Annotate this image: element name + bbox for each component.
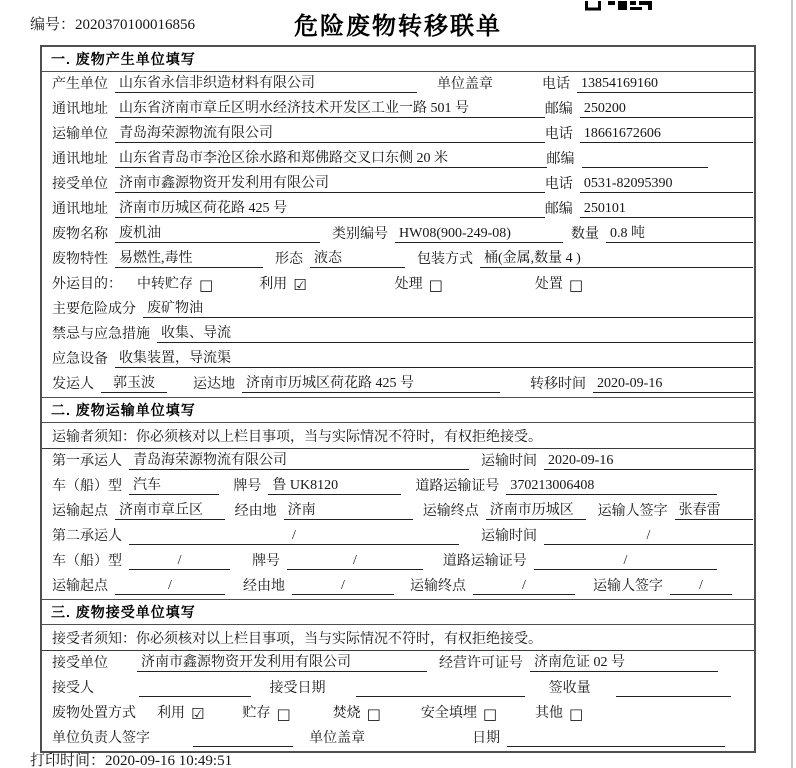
phone-value: 18661672606 [580, 126, 753, 143]
packing-value: 桶(金属,数量 4 ) [480, 247, 753, 268]
phone-label: 电话 [542, 77, 570, 92]
disposal-option [157, 702, 204, 722]
phone-value: 0531-82095390 [580, 176, 753, 193]
transfer-time-value: 2020-09-16 [593, 376, 753, 393]
destination-label: 运达地 [193, 377, 235, 392]
date-value [507, 730, 725, 747]
manager-sign-value [193, 730, 293, 747]
option-label: 利用 [259, 277, 288, 292]
row-producer [42, 72, 754, 97]
vehicle-type-value: / [129, 553, 230, 570]
quantity-value: 0.8 吨 [606, 222, 753, 243]
zip-value: 250200 [580, 101, 753, 118]
zip-label: 邮编 [544, 102, 573, 117]
transport-time-label: 运输时间 [481, 454, 537, 469]
receive-date-value [356, 680, 524, 697]
row-receiver [42, 172, 754, 197]
signed-amount-value [616, 680, 731, 697]
checkbox-chuli: □ [428, 276, 443, 294]
hazard-label: 主要危险成分 [52, 302, 136, 317]
page-title: 危险废物转移联单 [294, 13, 502, 40]
character-label: 废物特性 [52, 252, 108, 267]
section3-header: 三. 废物接受单位填写 [42, 599, 754, 625]
page-edge-line [791, 0, 793, 768]
destination-value: 济南市历城区荷花路 425 号 [242, 372, 500, 393]
receiver-person-label: 接受人 [52, 681, 94, 696]
row-purpose [42, 272, 754, 297]
row-waste-character [42, 247, 754, 272]
option-label: 焚烧 [332, 706, 361, 721]
row-second-carrier [42, 524, 754, 549]
disposal-option [535, 702, 583, 722]
option-label: 其他 [535, 706, 564, 721]
road-license-label: 道路运输证号 [442, 554, 527, 569]
waste-name-label: 废物名称 [52, 227, 108, 242]
permit-value: 济南危证 02 号 [530, 651, 718, 672]
qr-code-fragment [585, 0, 655, 10]
row-receiver-address [42, 197, 754, 222]
transport-time-value: / [544, 528, 753, 545]
road-license-value: 370213006408 [506, 478, 717, 495]
hazard-value: 废矿物油 [143, 297, 753, 318]
zip-label: 邮编 [544, 202, 573, 217]
road-license-label: 道路运输证号 [415, 479, 500, 494]
receiver-person-value [139, 680, 251, 697]
option-label: 贮存 [242, 706, 271, 721]
carrier-label: 第二承运人 [52, 529, 122, 544]
row-emergency-equipment [42, 347, 754, 372]
zip-value [582, 151, 708, 168]
phone-value: 13854169160 [577, 76, 753, 93]
packing-label: 包装方式 [417, 252, 473, 267]
row-route2 [42, 574, 754, 599]
endpoint-label: 运输终点 [422, 504, 479, 519]
section1-header: 一. 废物产生单位填写 [42, 47, 754, 72]
vehicle-type-label: 车（船）型 [52, 554, 122, 569]
carrier-sign-value: / [670, 578, 732, 595]
address-value: 济南市历城区荷花路 425 号 [115, 197, 545, 218]
category-value: HW08(900-249-08) [395, 226, 563, 243]
form-label: 形态 [275, 252, 303, 267]
via-label: 经由地 [243, 579, 285, 594]
form-value: 液态 [310, 247, 405, 268]
receiver-value: 济南市鑫源物资开发利用有限公司 [115, 172, 545, 193]
address-label: 通讯地址 [52, 152, 108, 167]
shipper-label: 发运人 [52, 377, 94, 392]
checkbox-zhongzhuan: □ [199, 276, 214, 294]
receiver-notice: 接受者须知：你必须核对以上栏目事项，当与实际情况不符时，有权拒绝接受。 [42, 625, 754, 651]
carrier-sign-label: 运输人签字 [593, 579, 663, 594]
carrier-label: 第一承运人 [52, 454, 122, 469]
checkbox-chuzhi: □ [568, 276, 584, 294]
zip-value: 250101 [580, 201, 753, 218]
serial-label: 编号： [30, 17, 76, 33]
row-transporter [42, 122, 754, 147]
row-first-carrier [42, 449, 754, 474]
option-label: 处置 [534, 277, 563, 292]
receiving-unit-label: 接受单位 [52, 656, 108, 671]
taboo-label: 禁忌与应急措施 [52, 327, 150, 342]
waste-name-value: 废机油 [115, 222, 320, 243]
via-label: 经由地 [234, 504, 277, 519]
origin-label: 运输起点 [52, 504, 108, 519]
purpose-label: 外运目的： [52, 277, 122, 292]
section2-header: 二. 废物运输单位填写 [42, 397, 754, 423]
transporter-notice: 运输者须知：你必须核对以上栏目事项，当与实际情况不符时，有权拒绝接受。 [42, 423, 754, 449]
checkbox-liyong: ☑ [191, 705, 205, 723]
transfer-time-label: 转移时间 [530, 377, 586, 392]
disposal-option [421, 702, 497, 722]
purpose-option [395, 273, 443, 293]
zip-label: 邮编 [546, 152, 575, 167]
phone-label: 电话 [544, 127, 573, 142]
plate-label: 牌号 [252, 554, 281, 569]
permit-label: 经营许可证号 [439, 656, 523, 671]
category-label: 类别编号 [332, 227, 388, 242]
plate-label: 牌号 [233, 479, 262, 494]
carrier-sign-label: 运输人签字 [597, 504, 668, 519]
taboo-value: 收集、导流 [157, 322, 753, 343]
endpoint-value: / [473, 578, 575, 595]
receiver-label: 接受单位 [52, 177, 108, 192]
endpoint-label: 运输终点 [410, 579, 466, 594]
purpose-option [535, 273, 583, 293]
row-shipper [42, 372, 754, 397]
address-label: 通讯地址 [52, 102, 108, 117]
transport-time-label: 运输时间 [481, 529, 537, 544]
option-label: 安全填埋 [420, 706, 477, 721]
disposal-option [333, 702, 381, 722]
road-license-value: / [534, 553, 717, 570]
via-value: 济南 [284, 499, 413, 520]
checkbox-liyong: ☑ [293, 276, 307, 294]
quantity-label: 数量 [571, 227, 599, 242]
manager-sign-label: 单位负责人签字 [52, 731, 150, 746]
disposal-option [242, 702, 290, 722]
checkbox-qita: □ [569, 705, 584, 723]
row-taboo-measures [42, 322, 754, 347]
row-producer-address [42, 97, 754, 122]
row-hazard-component [42, 297, 754, 322]
row-waste-name [42, 222, 754, 247]
origin-value: / [115, 578, 225, 595]
print-timestamp [30, 749, 232, 768]
address-value: 山东省青岛市李沧区徐水路和郑佛路交叉口东侧 20 米 [115, 147, 547, 168]
row-vehicle1 [42, 474, 754, 499]
producer-label: 产生单位 [52, 77, 108, 92]
manifest-form [40, 45, 756, 753]
unit-seal-label: 单位盖章 [437, 77, 493, 92]
plate-value: / [287, 553, 423, 570]
transport-time-value: 2020-09-16 [544, 453, 753, 470]
vehicle-type-label: 车（船）型 [52, 479, 122, 494]
date-label: 日期 [472, 731, 501, 746]
producer-value: 山东省永信非织造材料有限公司 [115, 72, 417, 93]
endpoint-value: 济南市历城区 [486, 499, 586, 520]
serial-value: 2020370100016856 [75, 17, 196, 33]
row-transporter-address [42, 147, 754, 172]
purpose-option [137, 273, 213, 293]
disposal-label: 废物处置方式 [52, 706, 136, 721]
option-label: 利用 [157, 706, 185, 721]
row-vehicle2 [42, 549, 754, 574]
receive-date-label: 接受日期 [269, 681, 326, 696]
option-label: 中转贮存 [137, 277, 193, 292]
address-value: 山东省济南市章丘区明水经济技术开发区工业一路 501 号 [115, 97, 545, 118]
checkbox-zhucun: □ [276, 705, 291, 723]
transporter-label: 运输单位 [52, 127, 108, 142]
transporter-value: 青岛海荣源物流有限公司 [115, 122, 545, 143]
origin-value: 济南市章丘区 [115, 499, 225, 520]
carrier-value: / [129, 528, 459, 545]
purpose-option [259, 273, 306, 293]
equipment-label: 应急设备 [52, 352, 108, 367]
print-label: 打印时间： [30, 753, 106, 768]
vehicle-type-value: 汽车 [129, 474, 219, 495]
shipper-value: 郭玉波 [101, 372, 167, 393]
via-value: / [292, 578, 394, 595]
signed-amount-label: 签收量 [548, 681, 591, 696]
phone-label: 电话 [544, 177, 573, 192]
row-route1 [42, 499, 754, 524]
checkbox-fenshao: □ [366, 705, 381, 723]
unit-seal-label: 单位盖章 [309, 731, 366, 746]
address-label: 通讯地址 [52, 202, 108, 217]
carrier-sign-value: 张春雷 [675, 499, 753, 520]
character-value: 易燃性,毒性 [115, 247, 263, 268]
origin-label: 运输起点 [52, 579, 108, 594]
carrier-value: 青岛海荣源物流有限公司 [129, 449, 469, 470]
row-disposal-method [42, 701, 754, 726]
row-receiving-person [42, 676, 754, 701]
plate-value: 鲁 UK8120 [268, 474, 401, 495]
row-manager-sign [42, 726, 754, 751]
row-receiving-unit [42, 651, 754, 676]
equipment-value: 收集装置，导流渠 [115, 347, 753, 368]
receiving-unit-value: 济南市鑫源物资开发利用有限公司 [137, 651, 427, 672]
print-value: 2020-09-16 10:49:51 [105, 753, 233, 768]
checkbox-tianmai: □ [482, 705, 498, 723]
option-label: 处理 [394, 277, 423, 292]
